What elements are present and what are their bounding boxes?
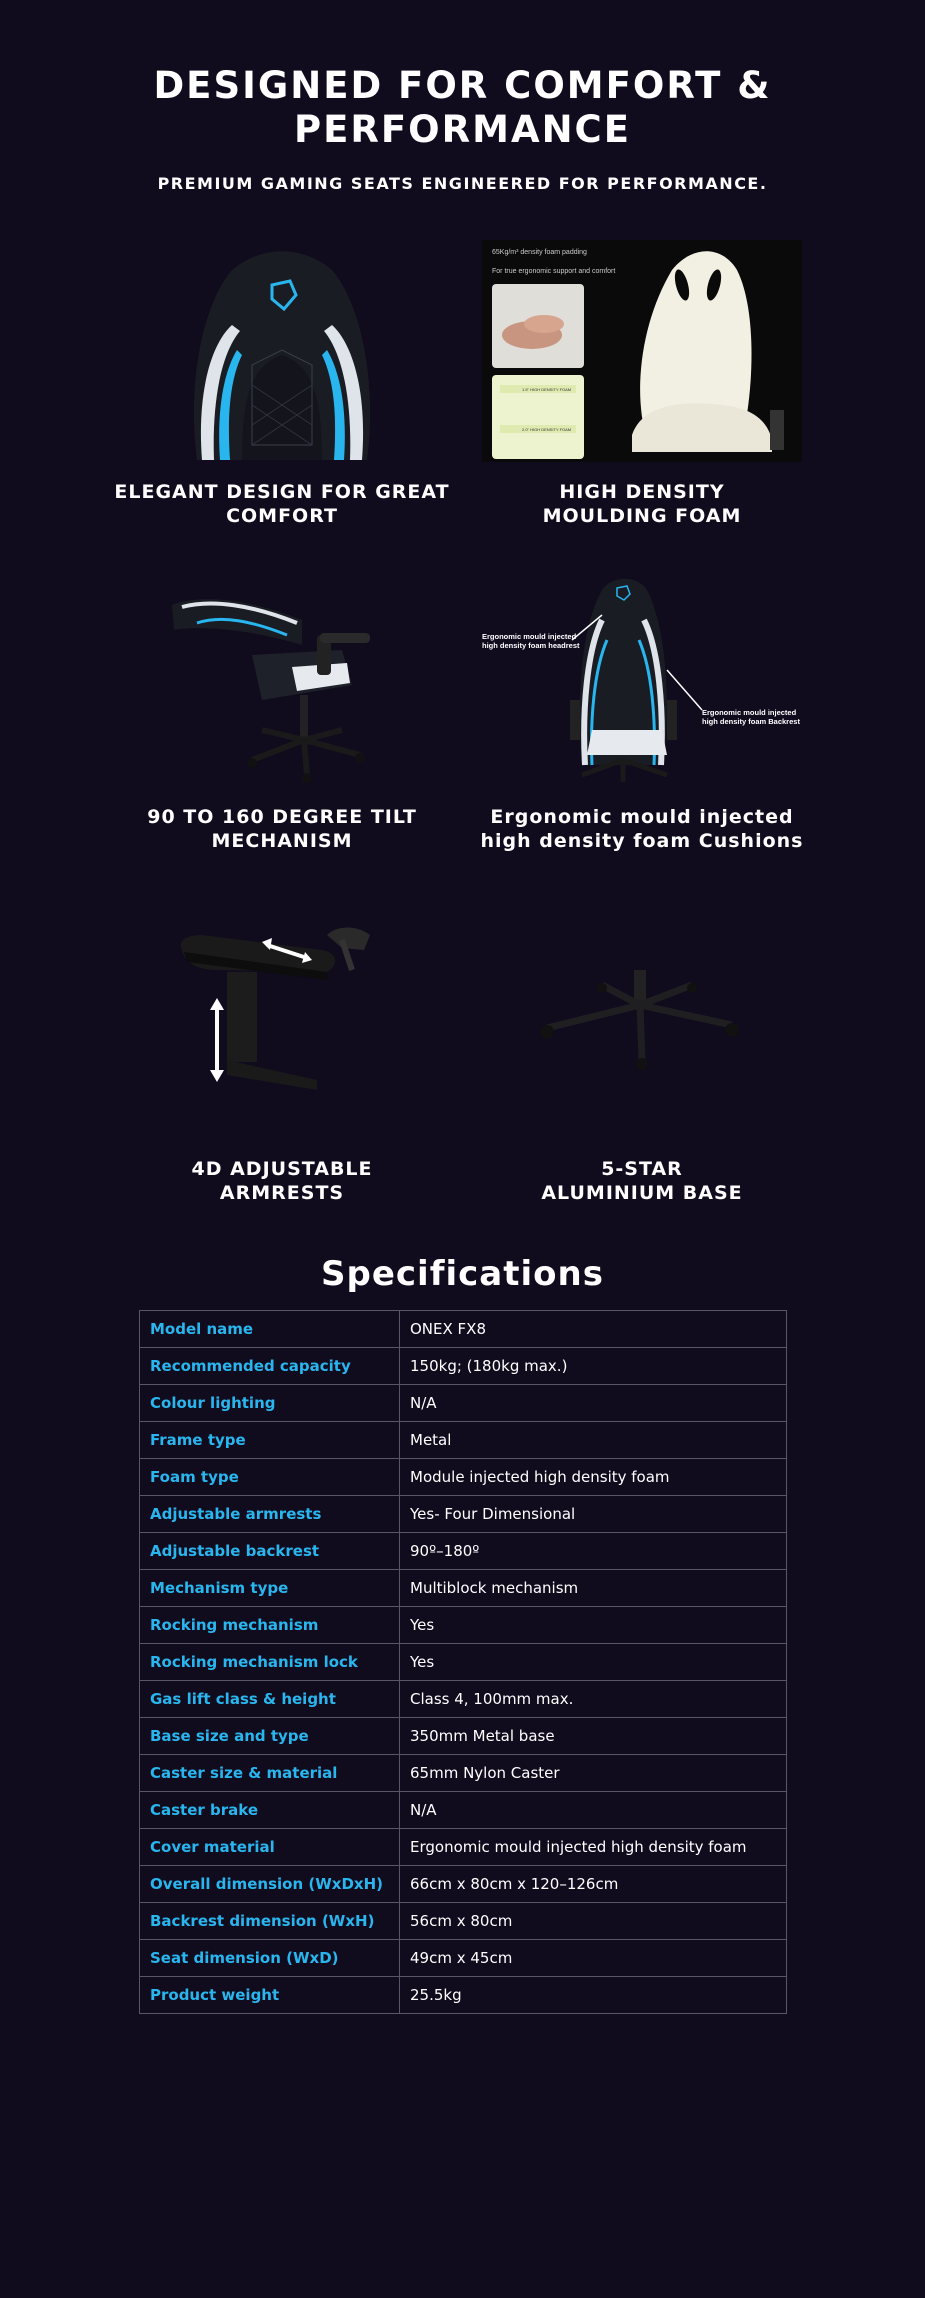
spec-row [140,1644,787,1681]
spec-key: Adjustable backrest [140,1533,400,1570]
spec-value: 25.5kg [400,1977,787,2014]
feature-high-density-foam [462,240,822,530]
spec-value: Module injected high density foam [400,1459,787,1496]
page-subtitle: PREMIUM GAMING SEATS ENGINEERED FOR PERFORMANCE. [157,174,768,193]
feature-caption: Ergonomic mould injected high density foam Cushions [480,806,804,852]
spec-row [140,1681,787,1718]
spec-key: Colour lighting [140,1385,400,1422]
spec-key: Seat dimension (WxD) [140,1940,400,1977]
spec-value: Yes [400,1644,787,1681]
spec-row [140,1422,787,1459]
spec-row [140,1903,787,1940]
spec-row [140,1385,787,1422]
spec-value: 49cm x 45cm [400,1940,787,1977]
feature-mould-injected-cushions [462,570,822,880]
feature-caption: 90 TO 160 DEGREE TILT MECHANISM [147,806,417,852]
spec-row [140,1755,787,1792]
feature-caption: 5-STAR ALUMINIUM BASE [541,1158,743,1204]
spec-key: Cover material [140,1829,400,1866]
spec-value: Metal [400,1422,787,1459]
specifications-table [139,1310,787,2014]
spec-row [140,1718,787,1755]
spec-row [140,1348,787,1385]
spec-row [140,1533,787,1570]
spec-value: Class 4, 100mm max. [400,1681,787,1718]
spec-row [140,1940,787,1977]
spec-value: ONEX FX8 [400,1311,787,1348]
tilt-chair-image [102,585,462,785]
feature-elegant-design [102,245,462,530]
spec-key: Model name [140,1311,400,1348]
spec-value: 90º–180º [400,1533,787,1570]
spec-value: 65mm Nylon Caster [400,1755,787,1792]
spec-value: 56cm x 80cm [400,1903,787,1940]
spec-row [140,1311,787,1348]
feature-tilt-mechanism [102,585,462,855]
spec-key: Product weight [140,1977,400,2014]
spec-row [140,1829,787,1866]
page-title: DESIGNED FOR COMFORT & PERFORMANCE [153,64,772,151]
spec-key: Adjustable armrests [140,1496,400,1533]
foam-label-density: 65Kg/m³ density foam padding [492,249,587,256]
spec-value: Yes- Four Dimensional [400,1496,787,1533]
spec-key: Foam type [140,1459,400,1496]
feature-caption: ELEGANT DESIGN FOR GREAT COMFORT [114,481,450,527]
spec-value: N/A [400,1792,787,1829]
backrest-callout: Ergonomic mould injected high density foam Backrest [702,708,800,726]
spec-value: 66cm x 80cm x 120–126cm [400,1866,787,1903]
feature-aluminium-base [462,960,822,1210]
spec-value: 350mm Metal base [400,1718,787,1755]
spec-row [140,1496,787,1533]
feature-4d-armrests [102,910,462,1210]
foam-moulding-image [482,240,802,462]
feature-caption: 4D ADJUSTABLE ARMRESTS [191,1158,373,1204]
spec-key: Mechanism type [140,1570,400,1607]
spec-key: Base size and type [140,1718,400,1755]
spec-value: Yes [400,1607,787,1644]
chair-back-image [102,245,462,465]
spec-value: Ergonomic mould injected high density foam [400,1829,787,1866]
spec-value: 150kg; (180kg max.) [400,1348,787,1385]
foam-label-support: For true ergonomic support and comfort [492,268,616,275]
spec-row [140,1607,787,1644]
spec-key: Backrest dimension (WxH) [140,1903,400,1940]
headrest-callout: Ergonomic mould injected high density foam headrest [482,632,580,650]
spec-value: N/A [400,1385,787,1422]
spec-row [140,1977,787,2014]
spec-row [140,1570,787,1607]
spec-row [140,1866,787,1903]
foam-label-15: 1.5" HIGH DENSITY FOAM [522,387,572,392]
foam-label-20: 2.0" HIGH DENSITY FOAM [522,427,572,432]
feature-caption: HIGH DENSITY MOULDING FOAM [542,481,742,527]
spec-key: Caster brake [140,1792,400,1829]
spec-key: Overall dimension (WxDxH) [140,1866,400,1903]
specifications-title: Specifications [321,1254,604,1294]
spec-key: Recommended capacity [140,1348,400,1385]
armrest-image [102,910,462,1110]
spec-key: Frame type [140,1422,400,1459]
spec-row [140,1792,787,1829]
spec-key: Caster size & material [140,1755,400,1792]
spec-key: Rocking mechanism [140,1607,400,1644]
spec-row [140,1459,787,1496]
spec-value: Multiblock mechanism [400,1570,787,1607]
annotated-chair-image [462,570,822,785]
base-image [462,960,822,1070]
spec-key: Rocking mechanism lock [140,1644,400,1681]
spec-key: Gas lift class & height [140,1681,400,1718]
